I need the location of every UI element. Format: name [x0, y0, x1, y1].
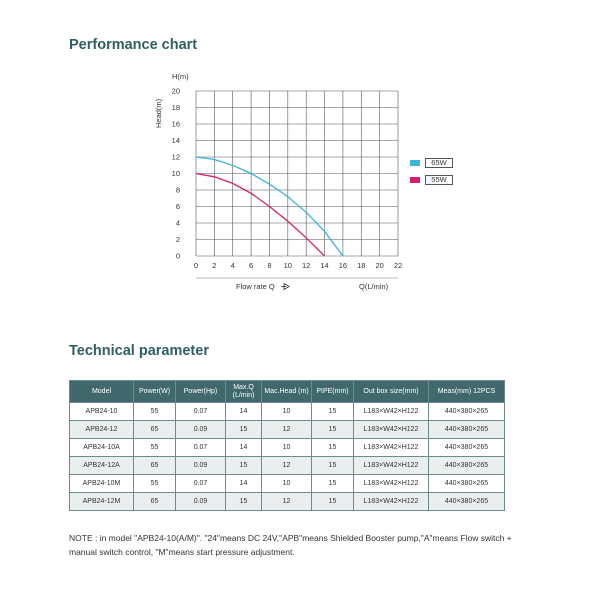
cell-max-head: 12	[262, 493, 312, 511]
header-max-head: Mac.Head (m)	[262, 381, 312, 403]
cell-power-w: 55	[134, 403, 176, 421]
x-tick-label: 18	[357, 261, 366, 270]
cell-max-head: 10	[262, 475, 312, 493]
legend-label-55w: 55W	[425, 175, 453, 185]
cell-max-head: 12	[262, 457, 312, 475]
flow-arrow-icon	[281, 284, 289, 290]
header-power-hp: Power(Hp)	[176, 381, 226, 403]
cell-box-size: L183×W42×H122	[354, 493, 429, 511]
cell-power-w: 65	[134, 493, 176, 511]
x-tick-label: 10	[283, 261, 292, 270]
cell-power-hp: 0.09	[176, 493, 226, 511]
cell-max-head: 10	[262, 439, 312, 457]
table-row	[70, 457, 505, 475]
y-tick-label: 16	[171, 119, 180, 129]
x-tick-label: 8	[267, 261, 272, 270]
cell-pipe: 15	[312, 439, 354, 457]
table-header-row	[70, 381, 505, 403]
x-tick-label: 4	[230, 261, 235, 270]
cell-pipe: 15	[312, 457, 354, 475]
cell-max-q: 14	[226, 475, 262, 493]
cell-box-size: L183×W42×H122	[354, 457, 429, 475]
cell-meas: 440×380×265	[429, 421, 505, 439]
x-tick-label: 12	[302, 261, 311, 270]
cell-pipe: 15	[312, 493, 354, 511]
cell-power-hp: 0.09	[176, 457, 226, 475]
x-unit-label: Q(L/min)	[359, 282, 389, 291]
table-row	[70, 493, 505, 511]
table-row	[70, 475, 505, 493]
legend-55w	[410, 175, 453, 185]
x-tick-label: 20	[375, 261, 384, 270]
cell-max-q: 15	[226, 421, 262, 439]
y-tick-label: 0	[175, 251, 180, 261]
cell-meas: 440×380×265	[429, 475, 505, 493]
cell-box-size: L183×W42×H122	[354, 421, 429, 439]
header-power-w: Power(W)	[134, 381, 176, 403]
cell-model: APB24-12A	[70, 457, 134, 475]
header-max-q: Max.Q (L/min)	[226, 381, 262, 403]
y-tick-label: 18	[171, 103, 180, 113]
y-tick-label: 14	[171, 136, 180, 146]
cell-power-hp: 0.07	[176, 475, 226, 493]
cell-meas: 440×380×265	[429, 403, 505, 421]
cell-power-hp: 0.07	[176, 403, 226, 421]
x-tick-label: 22	[393, 261, 403, 270]
cell-box-size: L183×W42×H122	[354, 403, 429, 421]
y-tick-label: 4	[175, 218, 180, 228]
y-tick-label: 12	[171, 152, 180, 162]
cell-meas: 440×380×265	[429, 439, 505, 457]
cell-box-size: L183×W42×H122	[354, 439, 429, 457]
cell-power-w: 55	[134, 439, 176, 457]
header-box-size: Out box size(mm)	[354, 381, 429, 403]
header-meas: Meas(mm) 12PCS	[429, 381, 505, 403]
header-model: Model	[70, 381, 134, 403]
cell-power-w: 65	[134, 421, 176, 439]
y-tick-label: 10	[171, 169, 180, 179]
legend-65w	[410, 158, 453, 168]
y-tick-label: 20	[171, 86, 180, 96]
header-pipe: PIPE(mm)	[312, 381, 354, 403]
chart-axes	[172, 87, 403, 278]
table-row	[70, 421, 505, 439]
y-unit-label: H(m)	[172, 72, 189, 81]
x-tick-label: 6	[249, 261, 254, 270]
legend-swatch-65w	[410, 160, 420, 166]
legend-swatch-55w	[410, 177, 420, 183]
cell-max-q: 14	[226, 439, 262, 457]
cell-model: APB24-12	[70, 421, 134, 439]
x-tick-label: 16	[338, 261, 348, 270]
cell-max-head: 10	[262, 403, 312, 421]
cell-pipe: 15	[312, 475, 354, 493]
cell-model: APB24-10	[70, 403, 134, 421]
table-row	[70, 403, 505, 421]
cell-power-hp: 0.09	[176, 421, 226, 439]
technical-parameter-title: Technical parameter	[69, 343, 209, 359]
cell-max-q: 15	[226, 457, 262, 475]
cell-model: APB24-12M	[70, 493, 134, 511]
performance-chart-title: Performance chart	[69, 37, 198, 53]
x-tick-label: 0	[193, 261, 199, 270]
chart-grid	[196, 91, 398, 256]
cell-meas: 440×380×265	[429, 493, 505, 511]
y-tick-label: 8	[175, 185, 180, 195]
series-line-55w	[196, 174, 325, 257]
y-tick-label: 2	[175, 235, 180, 245]
cell-max-q: 15	[226, 493, 262, 511]
table-row	[70, 439, 505, 457]
technical-parameter-table	[69, 380, 505, 511]
cell-box-size: L183×W42×H122	[354, 475, 429, 493]
cell-meas: 440×380×265	[429, 457, 505, 475]
model-note: NOTE : in model "APB24-10(A/M)". "24"means DC 24V,"APB"means Shielded Booster pump,"A"means Flow switch + manual switch control, "M"means start pressure adjustment.	[69, 533, 512, 557]
cell-max-q: 14	[226, 403, 262, 421]
x-tick-label: 2	[212, 261, 217, 270]
cell-power-w: 65	[134, 457, 176, 475]
cell-pipe: 15	[312, 421, 354, 439]
y-axis-label: Head(m)	[154, 98, 163, 128]
x-tick-label: 14	[320, 261, 329, 270]
cell-max-head: 12	[262, 421, 312, 439]
legend-label-65w: 65W	[425, 158, 453, 168]
cell-power-hp: 0.07	[176, 439, 226, 457]
cell-power-w: 55	[134, 475, 176, 493]
cell-model: APB24-10M	[70, 475, 134, 493]
y-tick-label: 6	[175, 202, 180, 212]
x-axis-label: Flow rate Q	[236, 282, 275, 291]
cell-pipe: 15	[312, 403, 354, 421]
cell-model: APB24-10A	[70, 439, 134, 457]
